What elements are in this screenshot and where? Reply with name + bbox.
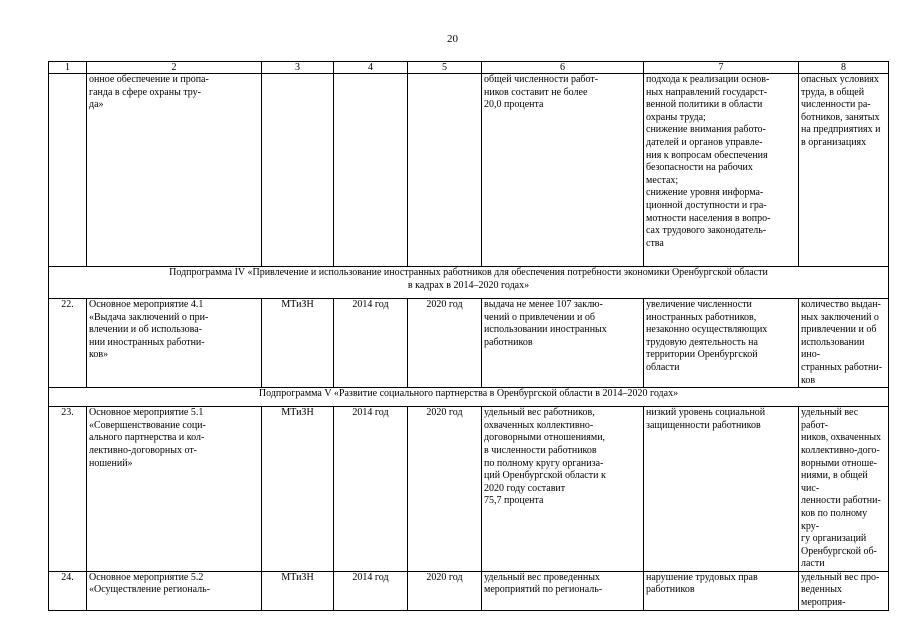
column-number: 1 <box>49 62 87 74</box>
end-year-cell: 2020 год <box>408 407 482 572</box>
executor-cell <box>262 74 334 267</box>
row-number-cell: 22. <box>49 299 87 388</box>
activity-name-cell: онное обеспечение и пропа- ганда в сфере охраны тру- да» <box>87 74 262 267</box>
table-row <box>49 299 889 388</box>
expected-result-cell: общей численности работ- ников составит не более 20,0 процента <box>482 74 644 267</box>
page-number: 20 <box>447 33 458 45</box>
executor-cell: МТиЗН <box>262 571 334 610</box>
row-number-cell <box>49 74 87 267</box>
row-number-cell: 23. <box>49 407 87 572</box>
executor-cell: МТиЗН <box>262 407 334 572</box>
consequences-cell: низкий уровень социальной защищенности работников <box>644 407 799 572</box>
table-row <box>49 571 889 610</box>
column-number: 2 <box>87 62 262 74</box>
consequences-cell: подхода к реализации основ- ных направлений государст- венной политики в области охраны труда; снижение внимания работо- дателей и органов управле- ния к вопросам обеспечения безопасности на рабочих местах; снижение уровня информа- ционной доступности и гра- мотности населения в вопро- сах трудового законодатель- ства <box>644 74 799 267</box>
expected-result-cell: удельный вес работников, охваченных коллективно- договорными отношениями, в численности работников по полному кругу организа- ций Оренбургской области к 2020 году составит 75,7 процента <box>482 407 644 572</box>
end-year-cell <box>408 74 482 267</box>
indicator-cell: опасных условиях труда, в общей численности ра- ботников, занятых на предприятиях и в организациях <box>799 74 889 267</box>
start-year-cell: 2014 год <box>334 571 408 610</box>
subprogram-heading-row <box>49 388 889 407</box>
indicator-cell: количество выдан- ных заключений о привлечении и об использовании ино- странных работни- ков <box>799 299 889 388</box>
activity-name-cell: Основное мероприятие 4.1 «Выдача заключений о при- влечении и об использова- нии иностранных работни- ков» <box>87 299 262 388</box>
executor-cell: МТиЗН <box>262 299 334 388</box>
indicator-cell: удельный вес работ- ников, охваченных коллективно-дого- ворными отноше- ниями, в общей чис- ленности работни- ков по полному кру- гу организаций Оренбургской об- ласти <box>799 407 889 572</box>
column-number: 7 <box>644 62 799 74</box>
start-year-cell: 2014 год <box>334 299 408 388</box>
end-year-cell: 2020 год <box>408 571 482 610</box>
start-year-cell <box>334 74 408 267</box>
column-number-row <box>49 62 889 74</box>
expected-result-cell: удельный вес проведенных мероприятий по региональ- <box>482 571 644 610</box>
start-year-cell: 2014 год <box>334 407 408 572</box>
end-year-cell: 2020 год <box>408 299 482 388</box>
subprogram-v-title: Подпрограмма V «Развитие социального партнерства в Оренбургской области в 2014–2020 годах» <box>49 388 889 407</box>
table-row <box>49 407 889 572</box>
column-number: 8 <box>799 62 889 74</box>
program-activities-table <box>48 61 889 611</box>
column-number: 6 <box>482 62 644 74</box>
consequences-cell: увеличение численности иностранных работников, незаконно осуществляющих трудовую деятельность на территории Оренбургской области <box>644 299 799 388</box>
table-row <box>49 74 889 267</box>
activity-name-cell: Основное мероприятие 5.2 «Осуществление региональ- <box>87 571 262 610</box>
indicator-cell: удельный вес про- веденных мероприя- <box>799 571 889 610</box>
activity-name-cell: Основное мероприятие 5.1 «Совершенствование соци- ального партнерства и кол- лективно-договорных от- ношений» <box>87 407 262 572</box>
column-number: 5 <box>408 62 482 74</box>
column-number: 3 <box>262 62 334 74</box>
subprogram-heading-row <box>49 267 889 299</box>
consequences-cell: нарушение трудовых прав работников <box>644 571 799 610</box>
subprogram-iv-title: Подпрограмма IV «Привлечение и использование иностранных работников для обеспечения потребности экономики Оренбургской области в кадрах в 2014–2020 годах» <box>49 267 889 299</box>
row-number-cell: 24. <box>49 571 87 610</box>
expected-result-cell: выдача не менее 107 заклю- чений о привлечении и об использовании иностранных работников <box>482 299 644 388</box>
column-number: 4 <box>334 62 408 74</box>
